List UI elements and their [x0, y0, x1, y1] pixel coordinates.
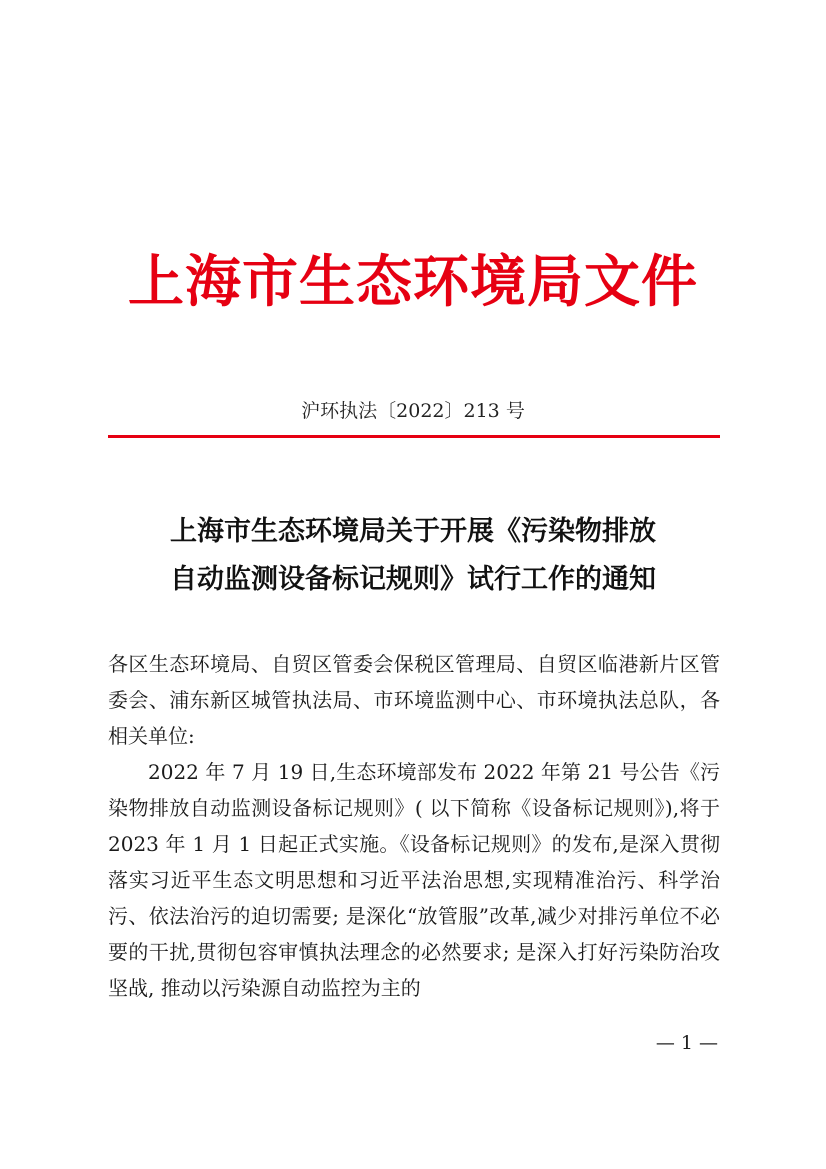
- page-number: — 1 —: [655, 1032, 718, 1054]
- notice-title-line-1: 上海市生态环境局关于开展《污染物排放: [170, 516, 656, 547]
- document-header-title: 上海市生态环境局文件: [128, 250, 698, 315]
- addressee-paragraph: 各区生态环境局、自贸区管委会保税区管理局、自贸区临港新片区管委会、浦东新区城管执法局、市环境监测中心、市环境执法总队，各相关单位:: [108, 652, 720, 748]
- document-number: 沪环执法〔2022〕213 号: [301, 400, 525, 422]
- red-divider-line: [108, 435, 720, 438]
- document-body: [108, 646, 720, 1006]
- body-paragraph-1: 2022 年 7 月 19 日,生态环境部发布 2022 年第 21 号公告《污染物排放自动监测设备标记规则》( 以下简称《设备标记规则》),将于 2023 年 1 月 1 日起正式实施。《设备标记规则》的发布,是深入贯彻落实习近平生态文明思想和习近平法治思想,实现精准治污、科学治污、依法治污的迫切需要; 是深化“放管服”改革,减少对排污单位不必要的干扰,贯彻包容审慎执法理念的必然要求; 是深入打好污染防治攻坚战, 推动以污染源自动监控为主的: [108, 760, 720, 1000]
- notice-title: [0, 508, 826, 604]
- notice-title-line-2: 自动监测设备标记规则》试行工作的通知: [170, 564, 656, 595]
